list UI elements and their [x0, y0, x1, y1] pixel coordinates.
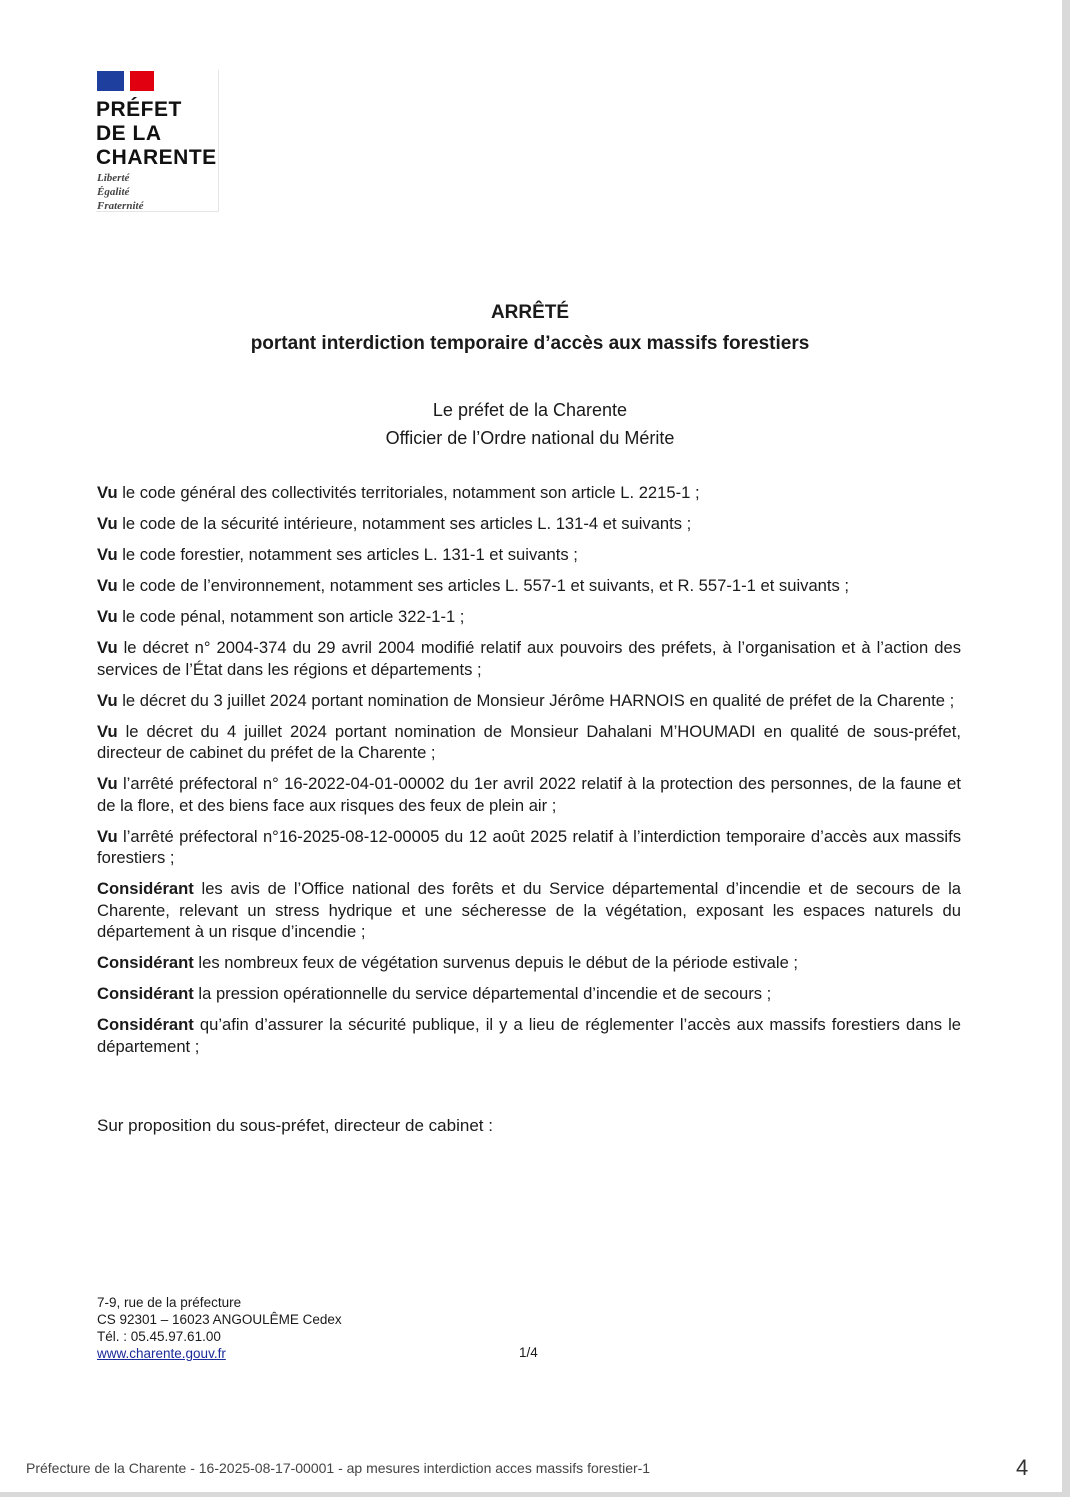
document-title: ARRÊTÉ: [490, 302, 570, 323]
authority-line: Officier de l’Ordre national du Mérite: [385, 428, 675, 448]
paragraph-text: les avis de l’Office national des forêts et du Service départemental d’incendie et de secours de la Charente, relevant un stress hydrique et une sécheresse de la végétation, exposant les espaces naturels du département à un risque d’incendie ;: [97, 879, 961, 941]
phone: Tél. : 05.45.97.61.00: [97, 1329, 221, 1344]
paragraph: [97, 544, 961, 566]
paragraph-text: l’arrêté préfectoral n°16-2025-08-12-00005 du 12 août 2025 relatif à l’interdiction temporaire d’accès aux massifs forestiers ;: [97, 826, 961, 867]
paragraph: [97, 513, 961, 535]
paragraph: [97, 1014, 961, 1057]
paragraph-lead: Considérant: [97, 984, 194, 1003]
paragraph-text: l’arrêté préfectoral n° 16-2022-04-01-00002 du 1er avril 2022 relatif à la protection des personnes, de la faune et de la flore, et des biens face aux risques des feux de plein air ;: [97, 774, 961, 815]
paragraph-text: le code pénal, notamment son article 322-1-1 ;: [117, 607, 465, 626]
paragraph-text: le décret du 4 juillet 2024 portant nomination de Monsieur Dahalani M’HOUMADI en qualité de sous-préfet, directeur de cabinet du préfet de la Charente ;: [97, 721, 961, 762]
document-body: [97, 482, 961, 1067]
logo-line: DE LA: [96, 122, 162, 145]
paragraph-lead: Vu: [97, 638, 118, 657]
paragraph-lead: Vu: [97, 826, 118, 846]
paragraph: [97, 482, 961, 504]
address-line: CS 92301 – 16023 ANGOULÊME Cedex: [97, 1312, 342, 1327]
paragraph-lead: Vu: [97, 721, 118, 741]
address-block: [97, 1294, 342, 1362]
paragraph-lead: Vu: [97, 607, 118, 626]
paragraph: [97, 878, 961, 943]
prefecture-logo: [96, 70, 219, 212]
website-link[interactable]: www.charente.gouv.fr: [97, 1346, 226, 1361]
paragraph-text: la pression opérationnelle du service départemental d’incendie et de secours ;: [193, 984, 772, 1003]
paragraph-lead: Vu: [97, 576, 118, 595]
paragraph-lead: Vu: [97, 690, 118, 710]
address-line: 7-9, rue de la préfecture: [97, 1295, 242, 1310]
paragraph-text: le code forestier, notamment ses articles L. 131-1 et suivants ;: [117, 545, 578, 564]
paragraph: [97, 690, 961, 712]
marianne-flag-icon: [97, 71, 154, 91]
authority-line: Le préfet de la Charente: [432, 400, 628, 420]
paragraph: [97, 721, 961, 764]
paragraph-text: qu’afin d’assurer la sécurité publique, il y a lieu de réglementer l’accès aux massifs forestiers dans le département ;: [97, 1015, 961, 1056]
motto-line: Liberté: [97, 172, 130, 184]
authority: [0, 396, 1060, 452]
logo-name: [96, 98, 217, 170]
motto-line: Fraternité: [97, 200, 144, 212]
motto-line: Égalité: [97, 186, 130, 198]
logo-line: PRÉFET: [96, 98, 182, 121]
paragraph-text: le décret n° 2004-374 du 29 avril 2004 modifié relatif aux pouvoirs des préfets, à l’organisation et à l’action des services de l’État dans les régions et départements ;: [97, 638, 961, 679]
proposition: Sur proposition du sous-préfet, directeur de cabinet :: [97, 1116, 493, 1135]
footer-text: Préfecture de la Charente - 16-2025-08-17-00001 - ap mesures interdiction acces massifs forestier-1: [26, 1460, 651, 1476]
logo-line: CHARENTE: [96, 146, 217, 169]
paragraph-lead: Vu: [97, 545, 118, 564]
paragraph: [97, 637, 961, 680]
paragraph-lead: Considérant: [97, 1015, 194, 1034]
paragraph-text: le code général des collectivités territoriales, notamment son article L. 2215-1 ;: [117, 483, 700, 502]
paragraph: [97, 575, 961, 597]
paragraph-lead: Vu: [97, 774, 118, 793]
paragraph-lead: Vu: [97, 514, 118, 533]
paragraph-text: le code de la sécurité intérieure, notamment ses articles L. 131-4 et suivants ;: [117, 514, 692, 533]
paragraph: [97, 606, 961, 628]
paragraph: [97, 952, 961, 974]
paragraph: [97, 773, 961, 816]
paragraph: [97, 826, 961, 869]
paragraph-text: le décret du 3 juillet 2024 portant nomination de Monsieur Jérôme HARNOIS en qualité de préfet de la Charente ;: [117, 690, 955, 710]
logo-motto: [97, 171, 143, 213]
document-subtitle: portant interdiction temporaire d’accès aux massifs forestiers: [250, 333, 810, 354]
page-indicator: 1/4: [519, 1345, 538, 1360]
paragraph-lead: Considérant: [97, 879, 194, 898]
paragraph-text: les nombreux feux de végétation survenus depuis le début de la période estivale ;: [193, 953, 799, 972]
paragraph-lead: Considérant: [97, 953, 194, 972]
footer-page-number: 4: [1016, 1455, 1029, 1480]
paragraph: [97, 983, 961, 1005]
paragraph-lead: Vu: [97, 483, 118, 502]
paragraph-text: le code de l’environnement, notamment ses articles L. 557-1 et suivants, et R. 557-1-1 et suivants ;: [117, 576, 850, 595]
